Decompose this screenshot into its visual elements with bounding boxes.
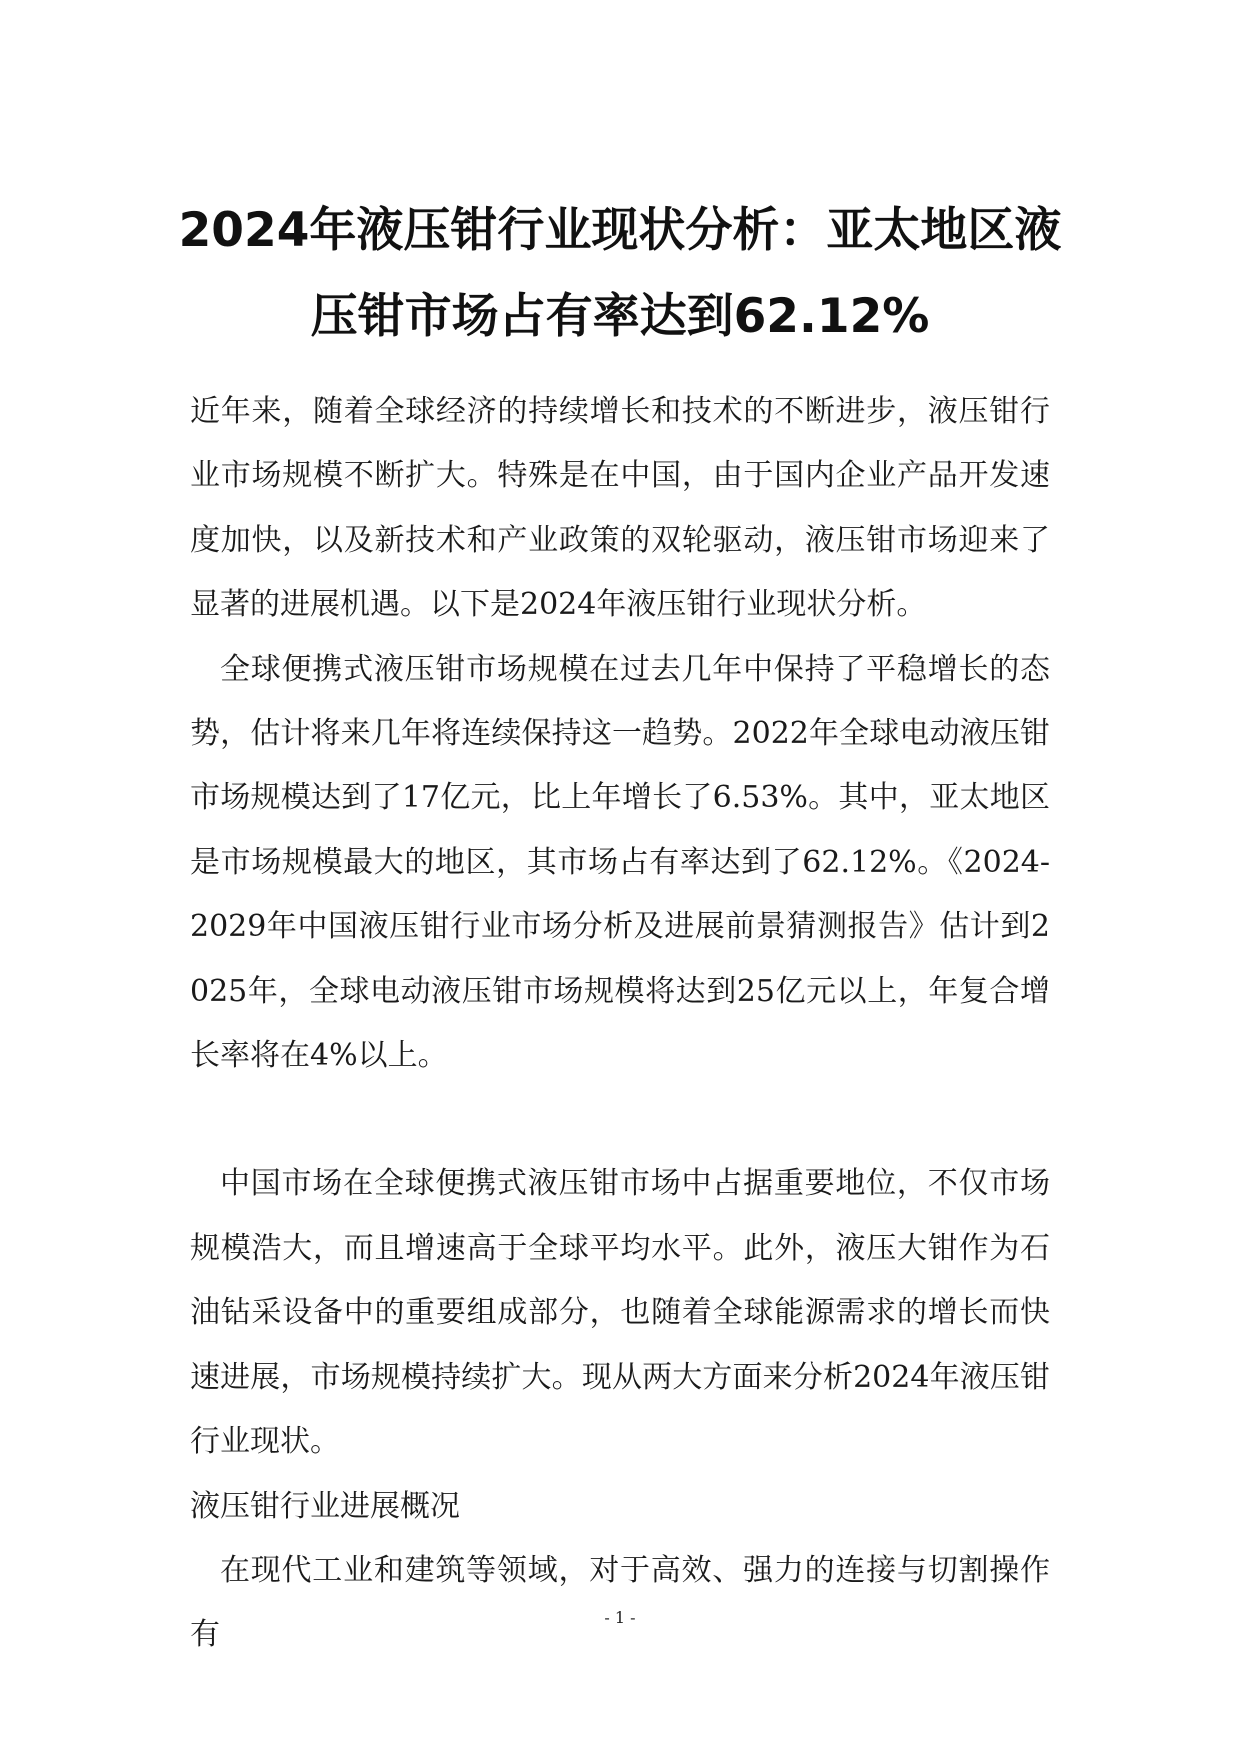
paragraph-global-market: 全球便携式液压钳市场规模在过去几年中保持了平稳增长的态势，估计将来几年将连续保持这一趋势。2022年全球电动液压钳市场规模达到了17亿元，比上年增长了6.53%。其中，亚太地区是市场规模最大的地区，其市场占有率达到了62.12%。《2024-2029年中国液压钳行业市场分析及进展前景猜测报告》估计到2025年，全球电动液压钳市场规模将达到25亿元以上，年复合增长率将在4%以上。 [190, 651, 1050, 1074]
paragraph-china-market: 中国市场在全球便携式液压钳市场中占据重要地位，不仅市场规模浩大，而且增速高于全球平均水平。此外，液压大钳作为石油钻采设备中的重要组成部分，也随着全球能源需求的增长而快速进展，市场规模持续扩大。现从两大方面来分析2024年液压钳行业现状。 [190, 1166, 1050, 1460]
page-number: - 1 - [604, 1608, 636, 1627]
section-heading: 液压钳行业进展概况 [190, 1488, 460, 1524]
paragraph-intro: 近年来，随着全球经济的持续增长和技术的不断进步，液压钳行业市场规模不断扩大。特殊是在中国，由于国内企业产品开发速度加快，以及新技术和产业政策的双轮驱动，液压钳市场迎来了显著的进展机遇。以下是2024年液压钳行业现状分析。 [190, 394, 1050, 623]
document-title-line-1: 2024年液压钳行业现状分析：亚太地区液 [178, 203, 1062, 258]
document-body [190, 380, 1050, 1668]
paragraph-spacer [190, 1088, 1050, 1152]
document-title-line-2: 压钳市场占有率达到62.12% [310, 289, 930, 344]
paragraph-overview: 在现代工业和建筑等领域，对于高效、强力的连接与切割操作有 [190, 1552, 1050, 1653]
